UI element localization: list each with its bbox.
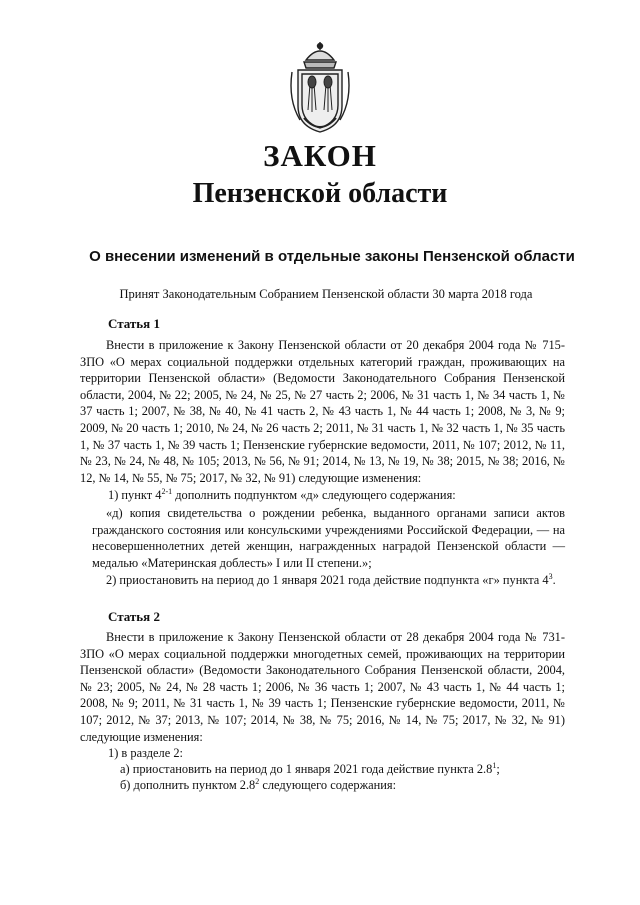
article-1-heading: Статья 1 [108,316,160,331]
article-2-intro: Внести в приложение к Закону Пензенской области от 28 декабря 2004 года № 731-ЗПО «О мерах социальной поддержки многодетных семей, проживающих на территории Пензенской области» (Ведомости Законодательного Собрания Пензенской области, 2004, № 23; 2005, № 24, № 28 часть 1; 2006, № 36 часть 1; 2007, № 43 часть 1, № 44 часть 1; 2008, № 9; 2011, № 31 часть 1, № 39 часть 1; Пензенские губернские ведомости, 2011, № 107; 2012, № 37; 2013, № 107; 2014, № 38, № 75; 2016, № 14, № 75; 2017, № 32, № 91) следующие изменения: [80,630,565,744]
law-title: ЗАКОН [263,138,377,173]
article-2-item-b: б) дополнить пунктом $2.8^2$ следующего содержания: [120,776,397,792]
article-1-item-2: 2) приостановить на период до 1 января 2021 года действие подпункта «г» пункта $4^3$. [106,571,556,587]
article-2-heading: Статья 2 [108,609,160,624]
article-2-item-1: 1) в разделе 2: [108,746,183,760]
adoption-note: Принят Законодательным Собранием Пензенской области 30 марта 2018 года [119,287,533,301]
article-1-quote: «д) копия свидетельства о рождении ребенка, выданного органами записи актов гражданского состояния или консульскими учреждениями Российской Федерации, — на несовершеннолетних детей женщин, награжденных наградой Пензенской области — медалью «Материнская доблесть» I или II степени.»; [92,506,565,570]
penza-coat-of-arms-icon [284,40,356,136]
law-subtitle: О внесении изменений в отдельные законы Пензенской области [89,248,575,265]
article-1-intro: Внести в приложение к Закону Пензенской области от 20 декабря 2004 года № 715-ЗПО «О мерах социальной поддержки отдельных категорий граждан, проживающих на территории Пензенской области» (Ведомости Законодательного Собрания Пензенской области, 2004, № 22; 2005, № 24, № 25, № 27 часть 2; 2006, № 31 часть 1, № 34 часть 1, № 37 часть 1; 2007, № 38, № 40, № 41 часть 2, № 43 часть 1, № 44 часть 1; 2008, № 3, № 9; 2009, № 20 часть 1; 2010, № 24, № 26 часть 2; 2011, № 31 часть 1, № 32 часть 1, № 35 часть 1, № 37 часть 1, № 39 часть 1; Пензенские губернские ведомости, 2011, № 107; 2012, № 11, № 23, № 24, № 48, № 105; 2013, № 56, № 91; 2014, № 13, № 19, № 38; 2015, № 38; 2016, № 12, № 14, № 55, № 75; 2017, № 32, № 91) следующие изменения: [80,338,565,485]
article-1-item-1: 1) пункт 4$^{2-1}$ дополнить подпунктом «д» следующего содержания: [108,486,456,502]
article-2-item-a: а) приостановить на период до 1 января 2021 года действие пункта $2.8^1$; [120,760,500,776]
law-region: Пензенской области [192,178,448,209]
